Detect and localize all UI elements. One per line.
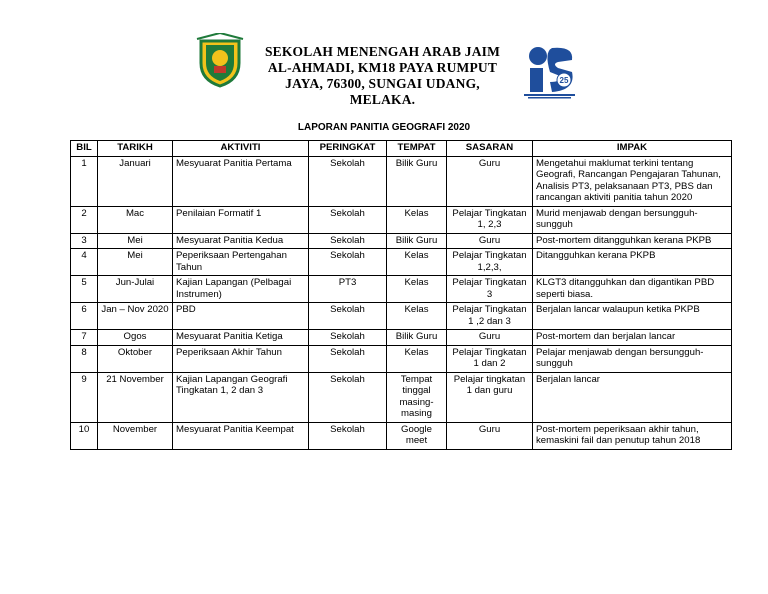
cell-aktiviti: Mesyuarat Panitia Keempat (173, 422, 309, 449)
cell-tempat: Tempat tinggal masing-masing (387, 372, 447, 422)
cell-aktiviti: Mesyuarat Panitia Pertama (173, 156, 309, 206)
cell-sasaran: Pelajar Tingkatan 1 ,2 dan 3 (447, 303, 533, 330)
cell-aktiviti: Peperiksaan Akhir Tahun (173, 345, 309, 372)
cell-tarikh: Mei (98, 233, 173, 249)
cell-bil: 5 (71, 276, 98, 303)
cell-peringkat: Sekolah (309, 156, 387, 206)
cell-aktiviti: Peperiksaan Pertengahan Tahun (173, 249, 309, 276)
school-line: SEKOLAH MENENGAH ARAB JAIM (264, 44, 501, 59)
cell-tempat: Bilik Guru (387, 330, 447, 346)
cell-peringkat: PT3 (309, 276, 387, 303)
cell-bil: 10 (71, 422, 98, 449)
cell-tarikh: Oktober (98, 345, 173, 372)
cell-peringkat: Sekolah (309, 422, 387, 449)
school-line: MELAKA. (349, 92, 416, 107)
col-header-sasaran: SASARAN (447, 141, 533, 157)
cell-sasaran: Pelajar Tingkatan 1, 2,3 (447, 206, 533, 233)
cell-impak: Post-mortem ditangguhkan kerana PKPB (533, 233, 732, 249)
school-crest-icon (195, 33, 245, 88)
cell-tempat: Kelas (387, 303, 447, 330)
cell-impak: Berjalan lancar walaupun ketika PKPB (533, 303, 732, 330)
cell-aktiviti: Mesyuarat Panitia Ketiga (173, 330, 309, 346)
cell-sasaran: Pelajar Tingkatan 1 dan 2 (447, 345, 533, 372)
school-line: AL-AHMADI, KM18 PAYA RUMPUT (267, 60, 498, 75)
cell-tarikh: Jun-Julai (98, 276, 173, 303)
cell-tempat: Kelas (387, 276, 447, 303)
cell-bil: 9 (71, 372, 98, 422)
cell-bil: 1 (71, 156, 98, 206)
table-row (71, 233, 732, 249)
cell-tarikh: Mei (98, 249, 173, 276)
cell-tempat: Kelas (387, 249, 447, 276)
col-header-tarikh: TARIKH (98, 141, 173, 157)
cell-tarikh: 21 November (98, 372, 173, 422)
cell-sasaran: Guru (447, 156, 533, 206)
col-header-bil: BIL (71, 141, 98, 157)
table-row (71, 276, 732, 303)
cell-impak: Murid menjawab dengan bersungguh-sungguh (533, 206, 732, 233)
cell-tempat: Kelas (387, 345, 447, 372)
cell-sasaran: Pelajar tingkatan 1 dan guru (447, 372, 533, 422)
col-header-aktiviti: AKTIVITI (173, 141, 309, 157)
cell-impak: KLGT3 ditangguhkan dan digantikan PBD seperti biasa. (533, 276, 732, 303)
cell-impak: Berjalan lancar (533, 372, 732, 422)
cell-impak: Post-mortem dan berjalan lancar (533, 330, 732, 346)
cell-tarikh: Jan – Nov 2020 (98, 303, 173, 330)
cell-tarikh: Januari (98, 156, 173, 206)
cell-peringkat: Sekolah (309, 345, 387, 372)
cell-tarikh: Mac (98, 206, 173, 233)
cell-aktiviti: Kajian Lapangan (Pelbagai Instrumen) (173, 276, 309, 303)
cell-aktiviti: Penilaian Formatif 1 (173, 206, 309, 233)
cell-bil: 2 (71, 206, 98, 233)
cell-tarikh: Ogos (98, 330, 173, 346)
table-row (71, 372, 732, 422)
logo-number: 25 (559, 76, 569, 85)
cell-bil: 8 (71, 345, 98, 372)
table-row (71, 206, 732, 233)
table-row (71, 330, 732, 346)
cell-tarikh: November (98, 422, 173, 449)
report-title: LAPORAN PANITIA GEOGRAFI 2020 (297, 122, 471, 133)
col-header-peringkat: PERINGKAT (309, 141, 387, 157)
cell-peringkat: Sekolah (309, 249, 387, 276)
cell-impak: Mengetahui maklumat terkini tentang Geografi, Rancangan Pengajaran Tahunan, Analisis PT3, pelaksanaan PT3, PBS dan rancangan aktiviti panitia tahun 2020 (533, 156, 732, 206)
cell-aktiviti: Mesyuarat Panitia Kedua (173, 233, 309, 249)
table-row (71, 249, 732, 276)
cell-aktiviti: PBD (173, 303, 309, 330)
cell-sasaran: Guru (447, 330, 533, 346)
table-row (71, 422, 732, 449)
table-row (71, 303, 732, 330)
ministry-logo-icon (522, 42, 577, 100)
cell-peringkat: Sekolah (309, 372, 387, 422)
cell-tempat: Bilik Guru (387, 233, 447, 249)
table-row (71, 345, 732, 372)
cell-peringkat: Sekolah (309, 330, 387, 346)
cell-bil: 6 (71, 303, 98, 330)
school-name (250, 44, 515, 108)
cell-bil: 7 (71, 330, 98, 346)
col-header-tempat: TEMPAT (387, 141, 447, 157)
cell-tempat: Bilik Guru (387, 156, 447, 206)
cell-sasaran: Pelajar Tingkatan 3 (447, 276, 533, 303)
cell-bil: 4 (71, 249, 98, 276)
cell-peringkat: Sekolah (309, 303, 387, 330)
cell-impak: Ditangguhkan kerana PKPB (533, 249, 732, 276)
cell-tempat: Google meet (387, 422, 447, 449)
cell-impak: Post-mortem peperiksaan akhir tahun, kemaskini fail dan penutup tahun 2018 (533, 422, 732, 449)
cell-sasaran: Pelajar Tingkatan 1,2,3, (447, 249, 533, 276)
cell-bil: 3 (71, 233, 98, 249)
cell-peringkat: Sekolah (309, 233, 387, 249)
header-row (71, 141, 732, 157)
cell-sasaran: Guru (447, 233, 533, 249)
cell-sasaran: Guru (447, 422, 533, 449)
school-line: JAYA, 76300, SUNGAI UDANG, (285, 76, 480, 91)
table-row (71, 156, 732, 206)
cell-impak: Pelajar menjawab dengan bersungguh-sungguh (533, 345, 732, 372)
cell-peringkat: Sekolah (309, 206, 387, 233)
cell-aktiviti: Kajian Lapangan Geografi Tingkatan 1, 2 dan 3 (173, 372, 309, 422)
cell-tempat: Kelas (387, 206, 447, 233)
activity-table (70, 140, 732, 450)
col-header-impak: IMPAK (533, 141, 732, 157)
